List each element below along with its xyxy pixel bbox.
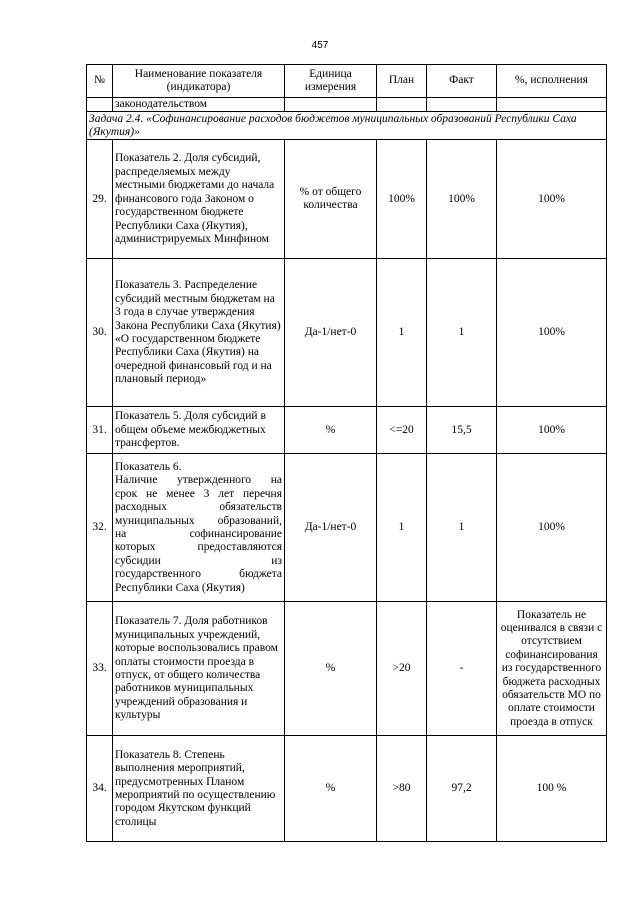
header-name: Наименование показателя (индикатора) (113, 65, 285, 98)
indicator-name-line: государственного бюджета (115, 568, 282, 581)
plan-cell: >20 (377, 602, 427, 736)
table-row (87, 454, 607, 602)
unit-cell: % (285, 602, 377, 736)
indicator-name-line: Показатель 6. (115, 460, 182, 473)
indicator-name-line: которых предоставляются (115, 541, 282, 554)
fact-cell: 1 (427, 259, 497, 407)
row-number: 29. (87, 140, 113, 259)
indicator-name (113, 454, 285, 602)
indicator-name: Показатель 2. Доля субсидий, распределяемых между местными бюджетами до начала финансового года Законом о государственном бюджете Республики Саха (Якутия), администрируемых Минфином (113, 140, 285, 259)
fact-cell: 100% (427, 140, 497, 259)
continuation-row (87, 98, 607, 112)
unit-cell: Да-1/нет-0 (285, 259, 377, 407)
plan-cell: >80 (377, 736, 427, 842)
indicators-table (86, 64, 607, 842)
percent-note-cell: Показатель не оценивался в связи с отсутствием софинансирования из государственного бюджета расходных обязательств МО по оплате стоимости проезда в отпуск (497, 602, 607, 736)
table-row (87, 259, 607, 407)
header-fact: Факт (427, 65, 497, 98)
indicator-name-line: расходных обязательств (115, 501, 282, 514)
indicator-name: Показатель 8. Степень выполнения мероприятий, предусмотренных Планом мероприятий по осуществлению городом Якутском функций столицы (113, 736, 285, 842)
percent-cell: 100% (497, 140, 607, 259)
row-number: 30. (87, 259, 113, 407)
plan-cell: 100% (377, 140, 427, 259)
plan-cell: 1 (377, 454, 427, 602)
row-number: 34. (87, 736, 113, 842)
fact-cell: 97,2 (427, 736, 497, 842)
header-unit: Единица измерения (285, 65, 377, 98)
plan-cell: 1 (377, 259, 427, 407)
percent-cell: 100% (497, 259, 607, 407)
header-plan: План (377, 65, 427, 98)
indicator-name-line: на софинансирование (115, 527, 282, 540)
row-number: 33. (87, 602, 113, 736)
task-heading: Задача 2.4. «Софинансирование расходов бюджетов муниципальных образований Республики Саха (Якутия)» (87, 112, 607, 140)
indicator-name-line: субсидии из (115, 554, 282, 567)
percent-cell: 100 % (497, 736, 607, 842)
percent-cell: 100% (497, 407, 607, 454)
table-row (87, 602, 607, 736)
fact-cell: 1 (427, 454, 497, 602)
fact-cell: 15,5 (427, 407, 497, 454)
table-row (87, 736, 607, 842)
indicator-name: Показатель 5. Доля субсидий в общем объеме межбюджетных трансфертов. (113, 407, 285, 454)
plan-cell: <=20 (377, 407, 427, 454)
continuation-text: законодательством (113, 98, 285, 112)
unit-cell: % (285, 736, 377, 842)
indicator-name: Показатель 7. Доля работников муниципальных учреждений, которые воспользовались правом оплаты стоимости проезда в отпуск, от общего количества работников муниципальных учреждений образования и культуры (113, 602, 285, 736)
header-num: № (87, 65, 113, 98)
percent-cell: 100% (497, 454, 607, 602)
unit-cell: % (285, 407, 377, 454)
header-percent: %, исполнения (497, 65, 607, 98)
table-row (87, 140, 607, 259)
indicator-name-line: Наличие утвержденного на (115, 474, 282, 487)
table-header-row (87, 65, 607, 98)
fact-cell: - (427, 602, 497, 736)
task-row (87, 112, 607, 140)
indicator-name-line: срок не менее 3 лет перечня (115, 487, 282, 500)
row-number: 32. (87, 454, 113, 602)
unit-cell: % от общего количества (285, 140, 377, 259)
indicator-name: Показатель 3. Распределение субсидий местным бюджетам на 3 года в случае утверждения Закона Республики Саха (Якутия) «О государственном бюджете Республики Саха (Якутия) на очередной финансовый год и на плановый период» (113, 259, 285, 407)
unit-cell: Да-1/нет-0 (285, 454, 377, 602)
indicator-name-line: Республики Саха (Якутия) (115, 581, 245, 594)
table-row (87, 407, 607, 454)
indicator-name-line: муниципальных образований, (115, 514, 282, 527)
row-number: 31. (87, 407, 113, 454)
page-number: 457 (311, 40, 329, 51)
